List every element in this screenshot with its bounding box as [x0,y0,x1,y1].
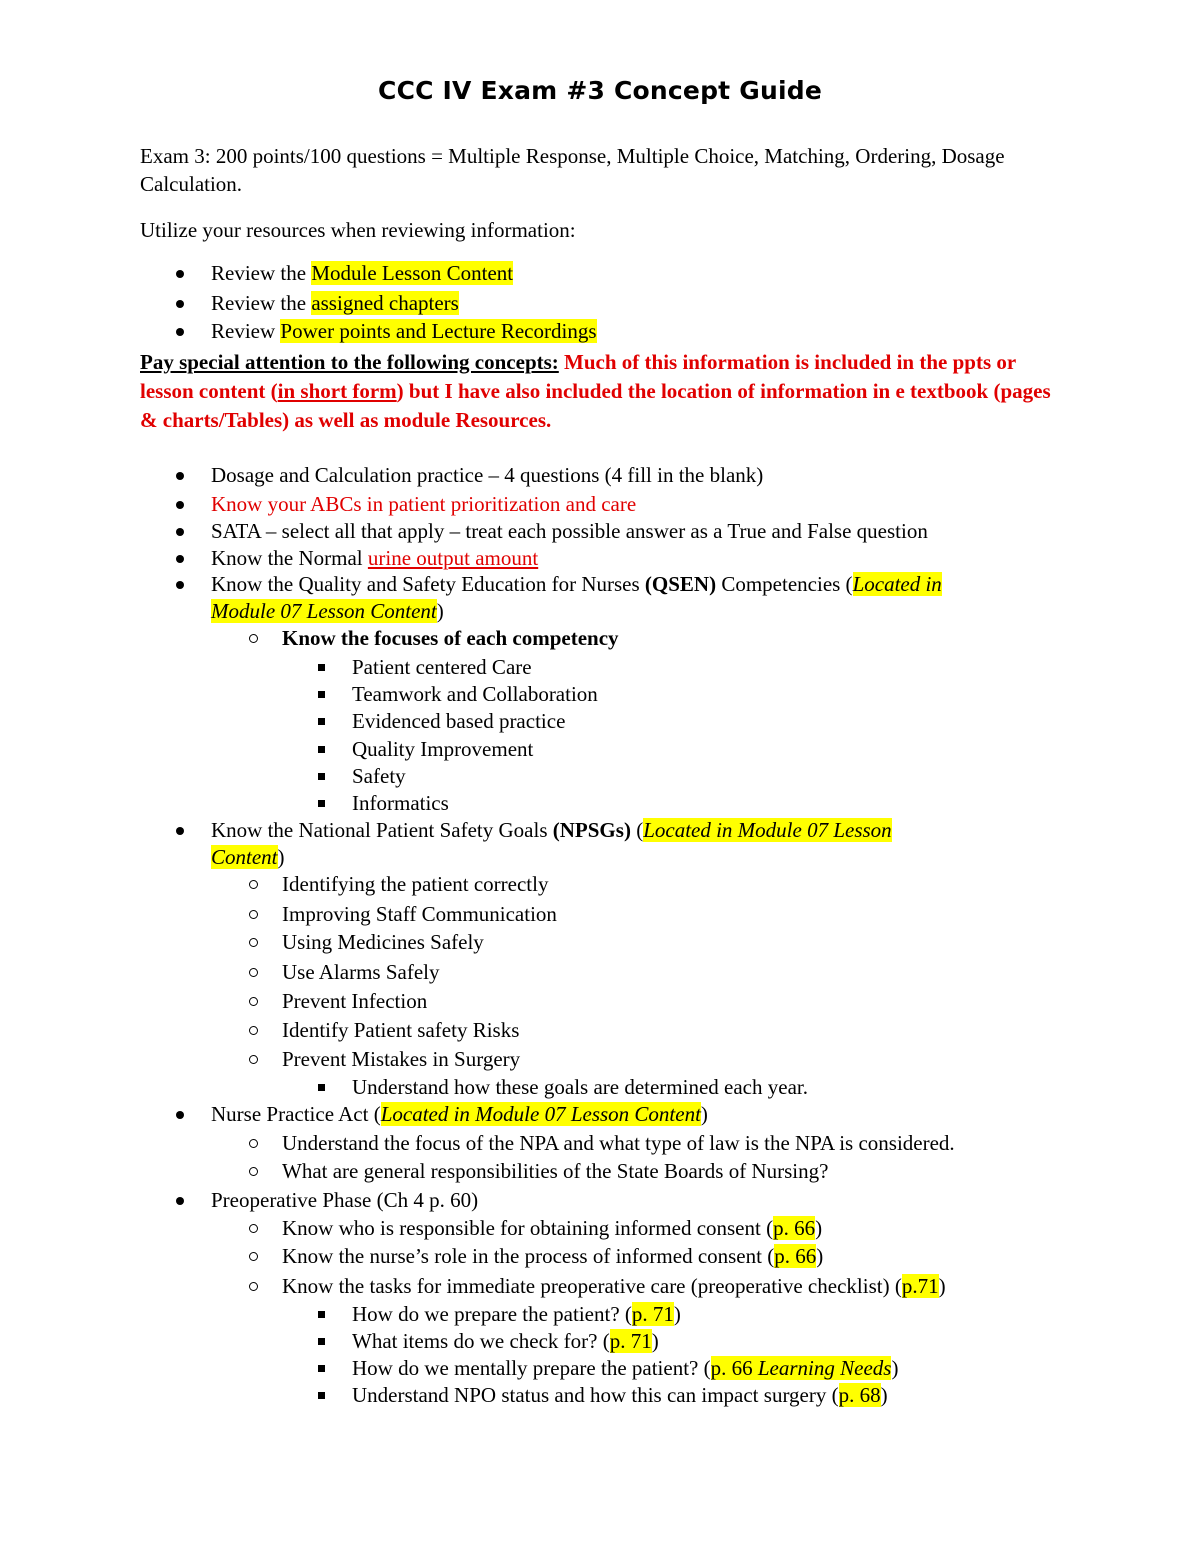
qsen-text-2: Competencies ( [716,572,853,596]
attention-paragraph [140,348,1070,435]
preop-sub-text: How do we mentally prepare the patient? ( [352,1356,711,1380]
npa-text: Nurse Practice Act ( [211,1102,381,1126]
attention-label: Pay special attention to the following concepts: [140,350,559,374]
qsen-item: Informatics [352,791,449,815]
bullet-icon [176,581,184,589]
npsg-location-2: Content [211,845,278,869]
preop-sub-text: What items do we check for? ( [352,1329,610,1353]
circle-bullet-icon [249,1167,258,1176]
square-bullet-icon [318,691,325,698]
square-bullet-icon [318,746,325,753]
npsg-abbrev: (NPSGs) [552,818,631,842]
preop-sub-end: ) [651,1329,659,1353]
preop-sub-end: ) [880,1383,888,1407]
resource-item [211,260,513,287]
circle-bullet-icon [249,910,258,919]
concept-abcs: Know your ABCs in patient prioritization and care [211,492,637,516]
resource-item [211,290,459,317]
concept-preop: Preoperative Phase (Ch 4 p. 60) [211,1188,479,1212]
qsen-abbrev: (QSEN) [644,572,717,596]
circle-bullet-icon [249,1055,258,1064]
qsen-text: Know the Quality and Safety Education for Nurses [211,572,645,596]
page-ref-italic: Learning Needs [757,1356,892,1380]
qsen-location-2: Module 07 Lesson Content [211,599,437,623]
square-bullet-icon [318,1392,325,1399]
resource-highlight: Module Lesson Content [311,261,514,285]
qsen-item: Safety [352,764,406,788]
page-ref: p. 71 [609,1329,652,1353]
bullet-icon [176,501,184,509]
resource-prefix: Review [211,319,281,343]
preop-item-end: ) [816,1244,824,1268]
npsg-item: Identify Patient safety Risks [282,1018,520,1042]
preop-sub-text: Understand NPO status and how this can impact surgery ( [352,1383,839,1407]
page-ref: p. 68 [838,1383,881,1407]
preop-item [282,1243,823,1270]
concept-urine [211,545,538,572]
preop-sub-item [352,1301,681,1328]
square-bullet-icon [318,664,325,671]
attention-note-underlined: in short form [277,379,397,403]
qsen-location: Located in [852,572,942,596]
attention-note: Much of this information is included in the ppts or lesson content ( [140,350,1016,403]
npsg-text: Know the National Patient Safety Goals [211,818,553,842]
concept-npsg-cont [211,844,285,871]
npsg-item: Identifying the patient correctly [282,872,549,896]
bullet-icon [176,1111,184,1119]
page-title: CCC IV Exam #3 Concept Guide [378,76,822,105]
qsen-item: Teamwork and Collaboration [352,682,598,706]
qsen-end: ) [436,599,444,623]
npsg-sub-item: Understand how these goals are determined each year. [352,1075,808,1099]
urine-output-link[interactable]: urine output amount [367,546,539,570]
npa-location: Located in Module 07 Lesson Content [380,1102,701,1126]
npa-end: ) [700,1102,708,1126]
circle-bullet-icon [249,938,258,947]
concept-npa [211,1101,708,1128]
square-bullet-icon [318,718,325,725]
resource-prefix: Review the [211,291,312,315]
circle-bullet-icon [249,1224,258,1233]
preop-item [282,1215,822,1242]
preop-sub-item [352,1355,898,1382]
concept-npsg [211,817,892,844]
circle-bullet-icon [249,880,258,889]
npsg-item: Using Medicines Safely [282,930,484,954]
preop-item-text: Know who is responsible for obtaining informed consent ( [282,1216,774,1240]
circle-bullet-icon [249,997,258,1006]
npsg-item: Use Alarms Safely [282,960,440,984]
bullet-icon [176,555,184,563]
npa-item: What are general responsibilities of the State Boards of Nursing? [282,1159,829,1183]
circle-bullet-icon [249,1026,258,1035]
page-ref: p. 66 [773,1216,816,1240]
concept-qsen-cont [211,598,444,625]
page-ref: p. 71 [631,1302,674,1326]
page-ref: p.71 [901,1274,939,1298]
preop-sub-end: ) [673,1302,681,1326]
resource-highlight: assigned chapters [311,291,459,315]
concept-dosage: Dosage and Calculation practice – 4 questions (4 fill in the blank) [211,463,764,487]
npsg-item: Improving Staff Communication [282,902,557,926]
urine-prefix: Know the Normal [211,546,368,570]
preop-sub-text: How do we prepare the patient? ( [352,1302,632,1326]
exam-description: Exam 3: 200 points/100 questions = Multiple Response, Multiple Choice, Matching, Ordering, Dosage Calculation. [140,144,1005,196]
preop-item-end: ) [815,1216,823,1240]
square-bullet-icon [318,800,325,807]
circle-bullet-icon [249,1139,258,1148]
bullet-icon [176,472,184,480]
qsen-item: Evidenced based practice [352,709,566,733]
npa-item: Understand the focus of the NPA and what type of law is the NPA is considered. [282,1131,955,1155]
square-bullet-icon [318,1084,325,1091]
bullet-icon [176,270,184,278]
bullet-icon [176,300,184,308]
npsg-item: Prevent Mistakes in Surgery [282,1047,521,1071]
circle-bullet-icon [249,968,258,977]
bullet-icon [176,528,184,536]
preop-item-end: ) [938,1274,946,1298]
concept-qsen [211,571,942,598]
qsen-item: Quality Improvement [352,737,534,761]
preop-sub-item [352,1382,888,1409]
bullet-icon [176,328,184,336]
preop-sub-end: ) [891,1356,899,1380]
qsen-item: Patient centered Care [352,655,532,679]
npsg-end: ) [277,845,285,869]
circle-bullet-icon [249,1282,258,1291]
npsg-text-2: ( [630,818,644,842]
page-ref: p. 66 [774,1244,817,1268]
circle-bullet-icon [249,634,258,643]
concept-sata: SATA – select all that apply – treat each possible answer as a True and False question [211,519,928,543]
npsg-location: Located in Module 07 Lesson [643,818,892,842]
resource-item [211,318,597,345]
preop-item-text: Know the nurse’s role in the process of informed consent ( [282,1244,775,1268]
bullet-icon [176,1197,184,1205]
resource-highlight: Power points and Lecture Recordings [280,319,597,343]
utilize-resources-text: Utilize your resources when reviewing information: [140,218,576,242]
circle-bullet-icon [249,1252,258,1261]
square-bullet-icon [318,1365,325,1372]
page-ref: p. 66 [710,1356,758,1380]
square-bullet-icon [318,1338,325,1345]
npsg-item: Prevent Infection [282,989,428,1013]
attention-note-end: ) but I have also included the location of information in e textbook (pages & charts/Tables) as well as module Resources. [140,379,1051,432]
preop-sub-item [352,1328,659,1355]
square-bullet-icon [318,1311,325,1318]
preop-item-text: Know the tasks for immediate preoperative care (preoperative checklist) ( [282,1274,902,1298]
preop-item [282,1273,946,1300]
bullet-icon [176,827,184,835]
qsen-focus: Know the focuses of each competency [282,626,619,650]
square-bullet-icon [318,773,325,780]
resource-prefix: Review the [211,261,312,285]
